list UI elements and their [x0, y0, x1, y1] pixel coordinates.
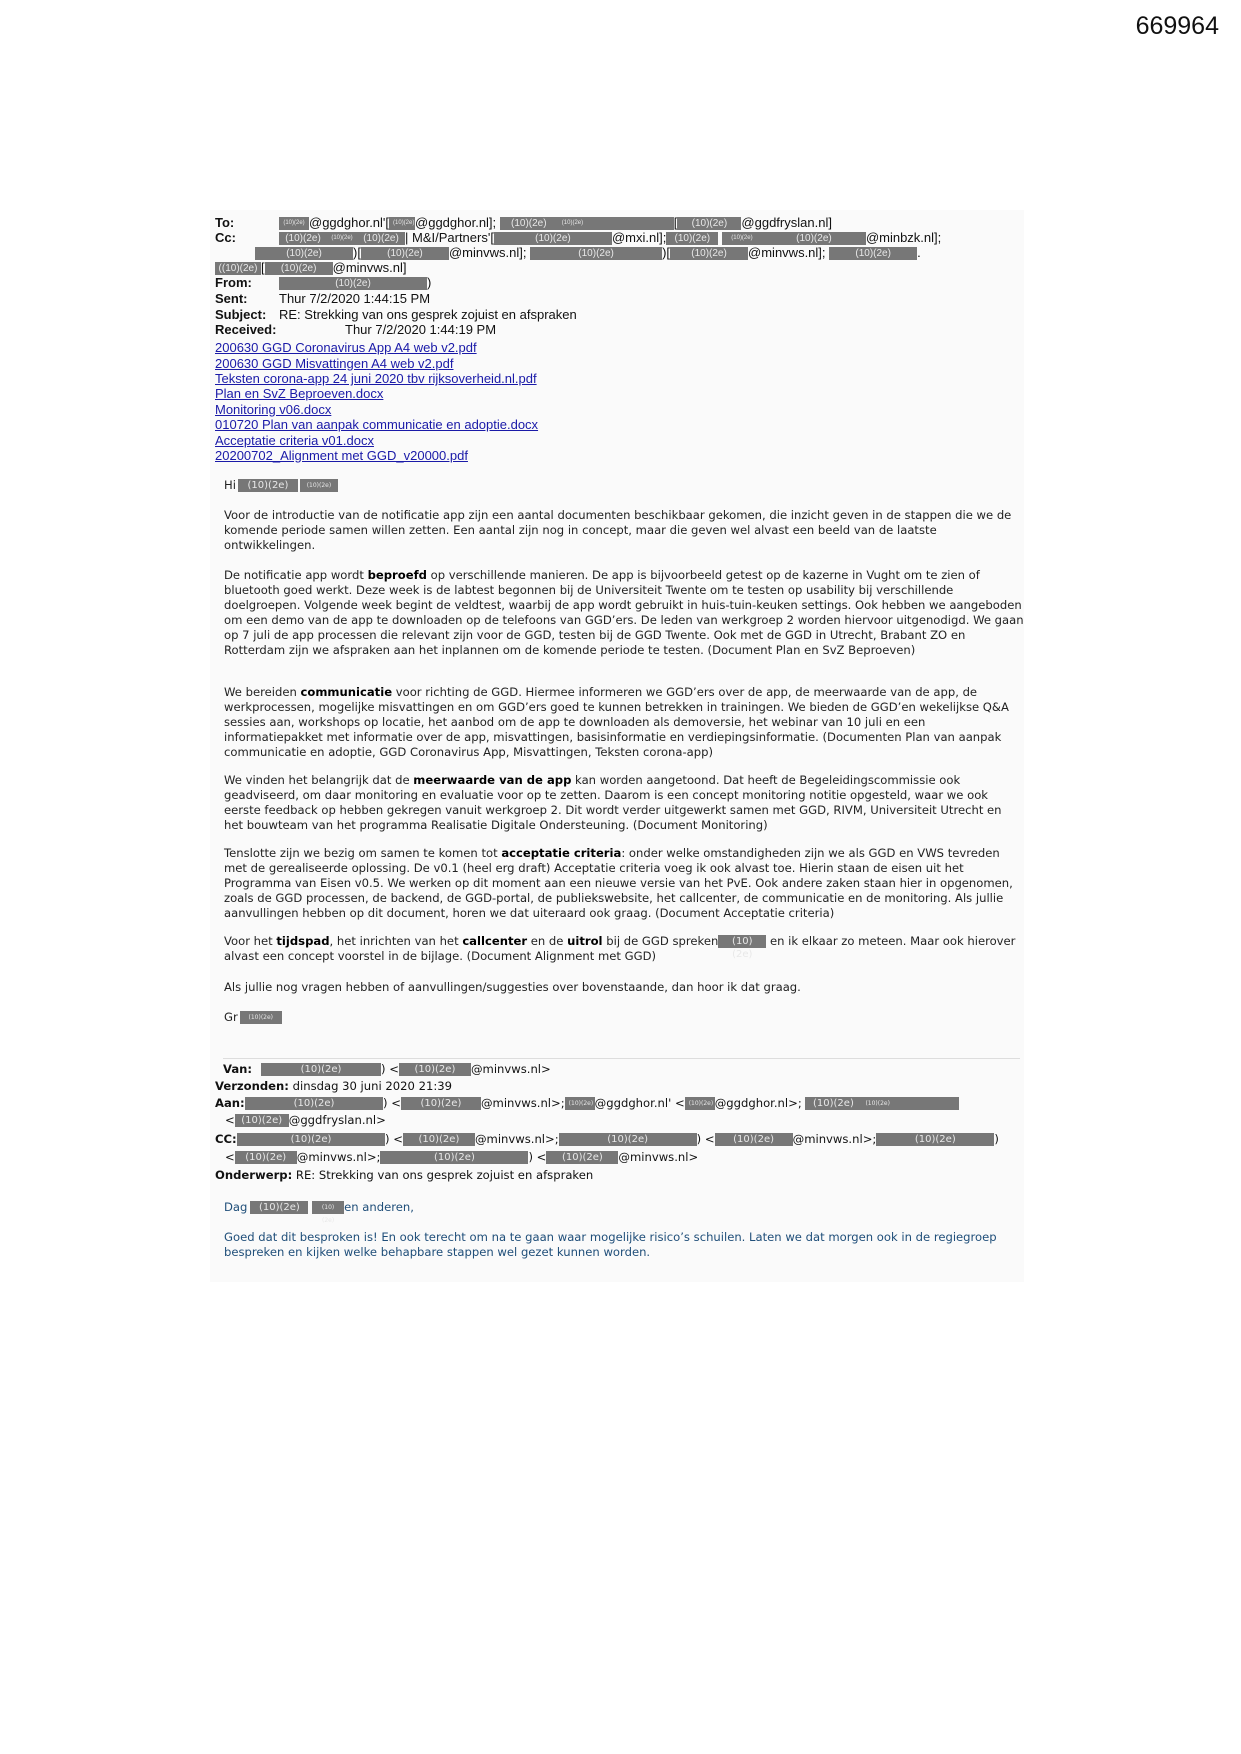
paragraph-vragen: Als jullie nog vragen hebben of aanvullingen/suggesties over bovenstaande, dan hoor ik dat graag.: [224, 980, 801, 994]
redaction: (10)(2e): [494, 232, 612, 245]
received-line: [215, 322, 496, 337]
paragraph-meerwaarde: [224, 773, 1024, 833]
to-address: @ggdghor.nl'[: [309, 215, 390, 230]
sent-value: Thur 7/2/2020 1:44:15 PM: [279, 291, 431, 306]
redaction: (10)(2e): [327, 232, 357, 245]
cc-line-3: ((10)(2e) [ (10)(2e) @minvws.nl]: [215, 260, 407, 275]
cc-line-2: (10)(2e) )[ (10)(2e) @minvws.nl]; (10)(2e) )[ (10)(2e) @minvws.nl]; (10)(2e) .: [215, 245, 921, 260]
redaction: (10)(2e): [250, 1201, 308, 1214]
cc-line-forward: CC: (10)(2e) ) < (10)(2e) @minvws.nl>; (10)(2e) ) < (10)(2e) @minvws.nl>; (10)(2e) ): [215, 1132, 999, 1146]
redaction: (10)(2e): [279, 217, 309, 230]
attachment-link[interactable]: 010720 Plan van aanpak communicatie en adoptie.docx: [215, 417, 539, 432]
aan-label: Aan:: [215, 1096, 245, 1110]
redaction: (10)(2e): [380, 1151, 528, 1164]
redaction: (10)(2e): [238, 479, 298, 492]
received-value: Thur 7/2/2020 1:44:19 PM: [345, 322, 497, 337]
cc-line-forward-2: < (10)(2e) @minvws.nl>; (10)(2e) ) < (10)(2e) @minvws.nl>: [225, 1150, 699, 1164]
signature-text: Gr: [224, 1010, 238, 1024]
received-label: Received:: [215, 322, 277, 337]
redaction: (10)(2e): [715, 1133, 793, 1146]
redaction: (10)(2e): [677, 217, 741, 230]
paragraph-intro: Voor de introductie van de notificatie app zijn een aantal documenten beschikbaar gekomen, die inzicht geven in de stappen die we de komende periode samen willen zetten. Een aantal zijn nog in concept, maar die geven wel alvast een beeld van de laatste ontwikkelingen.: [224, 508, 1012, 552]
bold-term: beproefd: [367, 568, 427, 582]
reply-greeting-text: en anderen,: [344, 1200, 414, 1214]
redaction: (10)(2e): [235, 1114, 289, 1127]
redaction: (10)(2e): [805, 1097, 861, 1110]
cc-label: CC:: [215, 1132, 237, 1146]
address: @ggdghor.nl>;: [714, 1096, 802, 1110]
redaction: (10)(2e): [500, 217, 558, 230]
address: @minvws.nl>;: [480, 1096, 565, 1110]
address: @ggdfryslan.nl>: [288, 1113, 386, 1127]
onderwerp-label: Onderwerp:: [215, 1168, 293, 1182]
redaction: (10)(2e): [861, 1097, 959, 1110]
redaction: (10)(2e): [403, 1133, 475, 1146]
bold-term: uitrol: [567, 934, 603, 948]
greeting: [224, 478, 1024, 493]
redaction: (10)(2e): [670, 247, 748, 260]
reply-greeting: [224, 1200, 1024, 1224]
document-id: 669964: [1135, 12, 1219, 40]
paragraph-text: voor richting de GGD. Hiermee informeren we GGD’ers over de app, de meerwaarde van de app, de werkprocessen, mogelijke misvattingen en om GGD’ers goed te kunnen betrekken in trainingen. We bieden de GGD’en wekelijkse Q&A sessies aan, workshops op locatie, het aanbod om de app te downloaden als demoversie, het webinar van 10 juli en een informatiepakket met informatie over de app, misvattingen, basisinformatie en verdiepingsinformatie. (Documenten Plan van aanpak communicatie en adoptie, GGD Coronavirus App, Misvattingen, Teksten corona-app): [224, 685, 1009, 759]
subject-line: [215, 307, 577, 322]
redaction: (10)(2e): [666, 232, 718, 245]
reply-text: Goed dat dit besproken is! En ook terecht om na te gaan waar mogelijke risico’s schuilen. Laten we dat morgen ook in de regiegroep bespreken en kijken welke behapbare stappen wel gezet kunnen worden.: [224, 1230, 997, 1259]
greeting-text: Hi: [224, 478, 236, 492]
subject-label: Subject:: [215, 307, 267, 322]
redaction: ((10)(2e): [215, 262, 261, 275]
address: @minvws.nl>: [470, 1062, 551, 1076]
redaction: (10)(2e): [245, 1097, 383, 1110]
aan-line-2: < (10)(2e) @ggdfryslan.nl>: [225, 1113, 386, 1127]
paragraph-text: Voor het: [224, 934, 277, 948]
reply-greeting-text: Dag: [224, 1200, 248, 1214]
redaction: (10)(2e): [235, 1151, 297, 1164]
aan-line: Aan: (10)(2e) ) < (10)(2e) @minvws.nl>; (10)(2e)@ggdghor.nl' < (10)(2e)@ggdghor.nl>; (10)(2e) (10)(2e): [215, 1096, 959, 1110]
bold-term: callcenter: [462, 934, 528, 948]
subject-value: RE: Strekking van ons gesprek zojuist en afspraken: [279, 307, 577, 322]
paragraph-tijdspad: [224, 934, 1024, 964]
redaction: (10)(2e): [722, 232, 762, 245]
cc-address: @minbzk.nl];: [865, 230, 942, 245]
paragraph-acceptatie: [224, 846, 1024, 921]
van-line: Van: (10)(2e) ) < (10)(2e) @minvws.nl>: [223, 1062, 551, 1076]
bold-term: tijdspad: [276, 934, 330, 948]
cc-address: @minvws.nl]: [332, 260, 407, 275]
from-line: From: (10)(2e) ): [215, 275, 432, 290]
paragraph-beproefd: [224, 568, 1024, 658]
attachment-link[interactable]: 200630 GGD Coronavirus App A4 web v2.pdf: [215, 340, 477, 355]
paragraph-communicatie: [224, 685, 1024, 760]
sent-line: [215, 291, 430, 306]
paragraph-text: en de: [527, 934, 568, 948]
to-address: @ggdfryslan.nl]: [741, 215, 832, 230]
cc-partners: | M&I/Partners'[: [405, 230, 494, 245]
to-address: @ggdghor.nl];: [415, 215, 497, 230]
redaction: (10)(2e): [559, 1133, 697, 1146]
redaction: (10)(2e): [265, 262, 333, 275]
paragraph-text: op verschillende manieren. De app is bijvoorbeeld getest op de kazerne in Vught om te zien of bluetooth goed werkt. Deze week is de labtest begonnen bij de Universiteit Twente om te testen op usability bij verschillende doelgroepen. Volgende week begint de veldtest, waarbij de app wordt gebruikt in huis-tuin-keuken settings. Ook hebben we aangeboden om een demo van de app te downloaden op de telefoons van GGD’ers. De leden van werkgroep 2 worden hiervoor uitgenodigd. We gaan op 7 juli de app processen die relevant zijn voor de GGD, testen bij de GGD Twente. Ook met de GGD in Utrecht, Brabant ZO en Rotterdam zijn we afspraken aan het inplannen om de komende periode te testen. (Document Plan en SvZ Beproeven): [224, 568, 1024, 657]
redaction: (10)(2e): [300, 479, 338, 492]
paragraph-text: en ik elkaar zo meteen. Maar ook hierover alvast een concept voorstel in de bijlage. (Document Alignment met GGD): [224, 934, 1016, 963]
redaction: (10)(2e): [240, 1011, 282, 1024]
divider: [223, 1058, 1020, 1059]
verzonden-label: Verzonden:: [215, 1079, 289, 1093]
attachment-link[interactable]: Plan en SvZ Beproeven.docx: [215, 386, 384, 401]
cc-line: [215, 230, 941, 245]
bold-term: meerwaarde van de app: [413, 773, 572, 787]
attachment-link[interactable]: Teksten corona-app 24 juni 2020 tbv rijksoverheid.nl.pdf: [215, 371, 537, 386]
sent-label: Sent:: [215, 291, 248, 306]
redaction: (10)(2e): [279, 277, 427, 290]
to-line: To: (10)(2e) @ggdghor.nl'[ (10)(2e)@ggdghor.nl]; (10)(2e) (10)(2e) [ (10)(2e) @ggdfryslan.nl]: [215, 215, 832, 230]
cc-address: @minvws.nl];: [448, 245, 527, 260]
redaction: (10)(2e): [389, 217, 415, 230]
onderwerp-line: [215, 1168, 593, 1182]
redaction: (10)(2e): [361, 247, 449, 260]
to-label: To:: [215, 215, 235, 230]
address: @minvws.nl>;: [792, 1132, 877, 1146]
redaction: (10)(2e): [762, 232, 866, 245]
paragraph-text: kan worden aangetoond. Dat heeft de Begeleidingscommissie ook geadviseerd, om daar monitoring en evaluatie voor op te zetten. Daarom is een concept monitoring notitie opgesteld, waar we ook eerste feedback op hebben gekregen vanuit werkgroep 2. Dit wordt verder uitgewerkt samen met GGD, RIVM, Universiteit Utrecht en het bouwteam van het programma Realisatie Digitale Ondersteuning. (Document Monitoring): [224, 773, 1002, 832]
cc-address: @mxi.nl];: [611, 230, 667, 245]
bold-term: acceptatie criteria: [501, 846, 622, 860]
redaction: (10)(2e): [401, 1097, 481, 1110]
paragraph-text: : onder welke omstandigheden zijn we als GGD en VWS tevreden met de gerealiseerde oplossing. De v0.1 (heel erg draft) Acceptatie criteria voeg ik ook alvast toe. Hierin staan de eisen uit het Programma van Eisen v0.5. We werken op dit moment aan een nieuwe versie van het PvE. Ook andere zaken staan hier in opgenomen, zoals de GGD processen, de backend, de GGD-portal, de publiekswebsite, het callcenter, de communicatie en de monitoring. Als jullie aanvullingen hebben op dit document, horen we dat uiteraard ook graag. (Document Acceptatie criteria): [224, 846, 1013, 920]
address: @minvws.nl>;: [474, 1132, 559, 1146]
redaction: (10)(2e): [685, 1097, 715, 1110]
attachment-link[interactable]: Acceptatie criteria v01.docx: [215, 433, 374, 448]
cc-label: Cc:: [215, 230, 236, 245]
redaction: (10)(2e): [312, 1201, 344, 1214]
from-label: From:: [215, 275, 252, 290]
redaction: (10)(2e): [530, 247, 662, 260]
redaction: (10)(2e): [399, 1063, 471, 1076]
redaction: (10)(2e): [558, 217, 674, 230]
redaction: (10)(2e): [279, 232, 327, 245]
redaction: (10)(2e): [565, 1097, 595, 1110]
paragraph-text: We bereiden: [224, 685, 301, 699]
paragraph-text: We vinden het belangrijk dat de: [224, 773, 414, 787]
paragraph-text: Tenslotte zijn we bezig om samen te komen tot: [224, 846, 502, 860]
redaction: (10)(2e): [829, 247, 917, 260]
attachment-link[interactable]: Monitoring v06.docx: [215, 402, 332, 417]
redaction: (10)(2e): [237, 1133, 385, 1146]
attachment-link[interactable]: 200630 GGD Misvattingen A4 web v2.pdf: [215, 356, 454, 371]
paragraph-text: , het inrichten van het: [329, 934, 463, 948]
paragraph-text: De notificatie app wordt: [224, 568, 368, 582]
address: @minvws.nl>: [618, 1150, 699, 1164]
onderwerp-value: RE: Strekking van ons gesprek zojuist en afspraken: [295, 1168, 594, 1182]
redaction: (10)(2e): [255, 247, 353, 260]
redaction: (10)(2e): [546, 1151, 618, 1164]
verzonden-line: [215, 1079, 452, 1093]
cc-address: @minvws.nl];: [748, 245, 826, 260]
redaction: (10)(2e): [718, 935, 766, 948]
paragraph-text: bij de GGD spreken: [602, 934, 719, 948]
attachment-link[interactable]: 20200702_Alignment met GGD_v20000.pdf: [215, 448, 468, 463]
redaction: (10)(2e): [876, 1133, 994, 1146]
address: @minvws.nl>;: [296, 1150, 381, 1164]
verzonden-value: dinsdag 30 juni 2020 21:39: [292, 1079, 452, 1093]
redaction: (10)(2e): [357, 232, 405, 245]
address: @ggdghor.nl': [594, 1096, 672, 1110]
signature: [224, 1010, 1024, 1025]
redaction: (10)(2e): [261, 1063, 381, 1076]
van-label: Van:: [223, 1062, 253, 1076]
bold-term: communicatie: [300, 685, 393, 699]
